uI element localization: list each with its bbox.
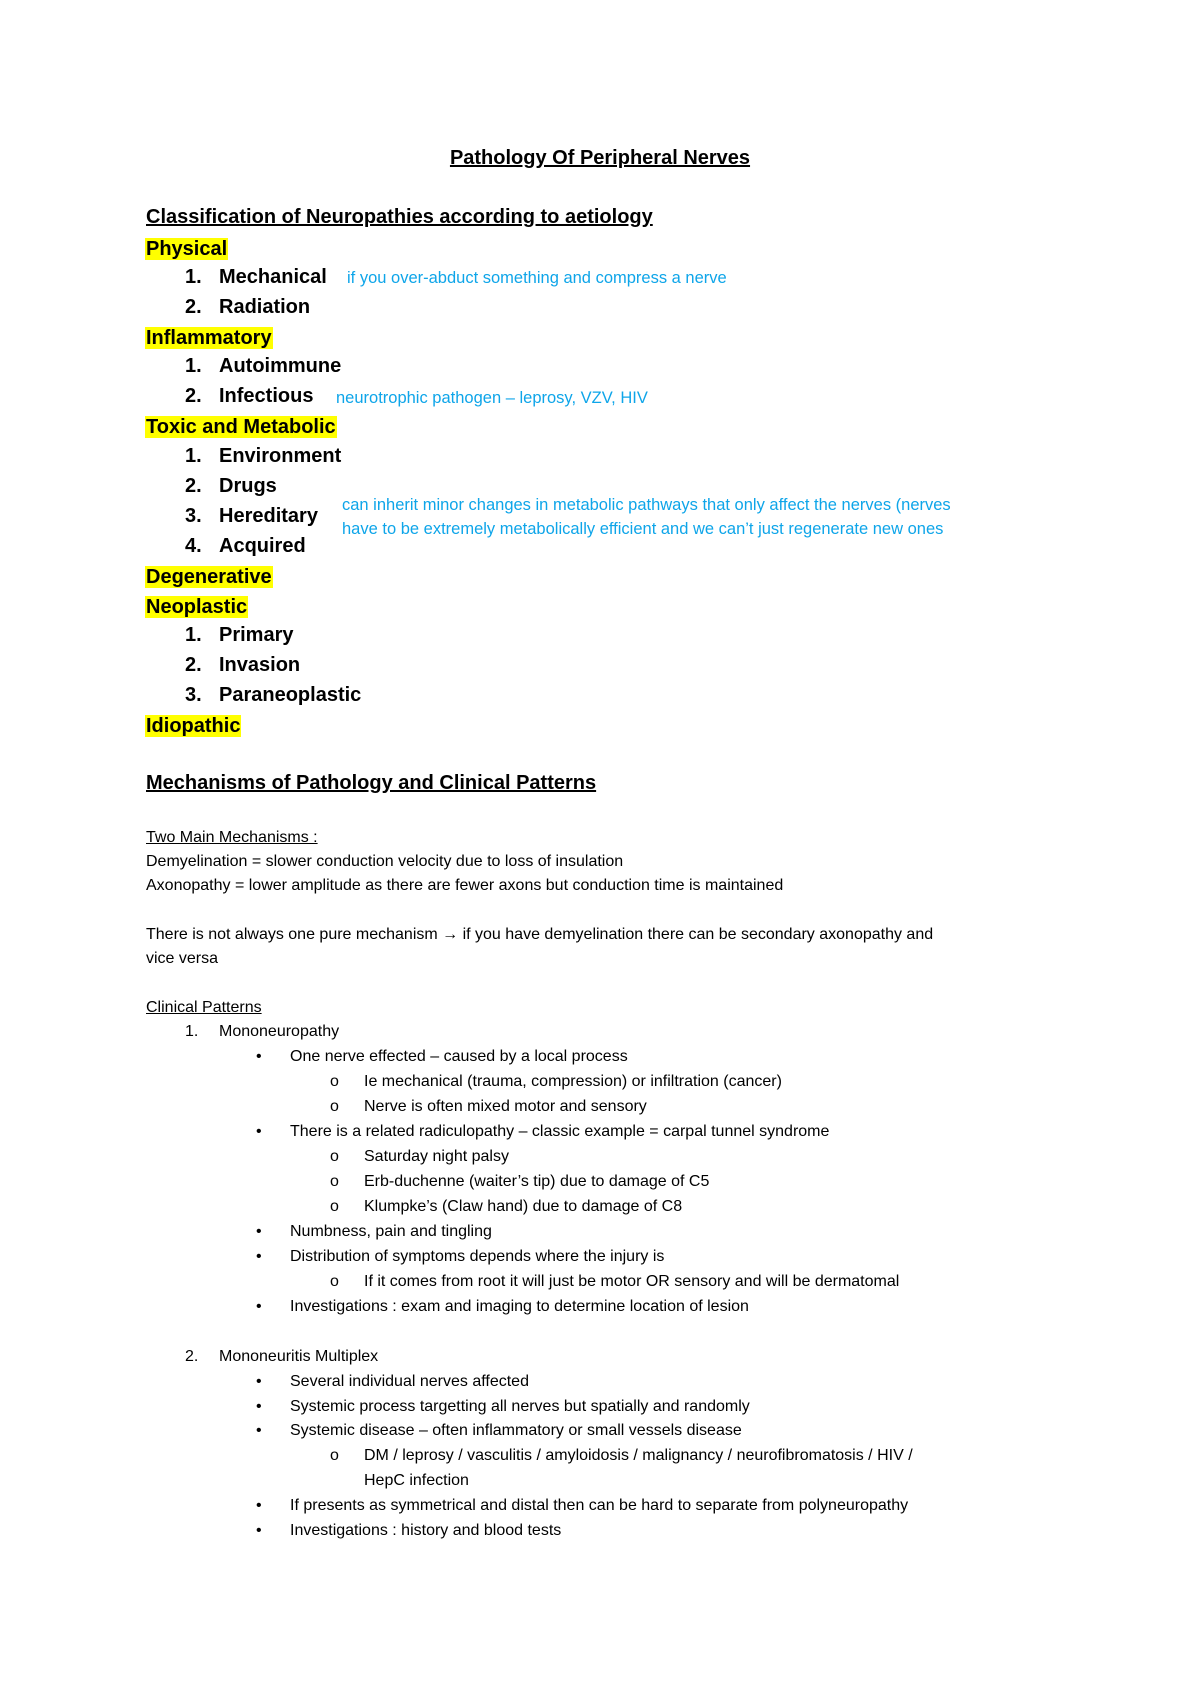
- bullet-item: [256, 1497, 908, 1515]
- bullet-text: Several individual nerves affected: [290, 1373, 529, 1390]
- bullet-text: Klumpke’s (Claw hand) due to damage of C8: [364, 1198, 683, 1215]
- list-item-label: Infectious: [219, 385, 314, 407]
- sub-bullet-item: [330, 1447, 913, 1465]
- bullet-item: [256, 1398, 750, 1416]
- list-item: [185, 624, 294, 647]
- bullet-text: Investigations : history and blood tests: [290, 1522, 562, 1539]
- sub-bullet-item: [330, 1273, 899, 1291]
- annotation-note: neurotrophic pathogen – leprosy, VZV, HIV: [336, 389, 648, 407]
- bullet-text-continuation: HepC infection: [364, 1472, 469, 1489]
- list-item: [185, 654, 300, 677]
- list-item: [185, 296, 310, 319]
- bullet-icon: •: [256, 1048, 262, 1065]
- category-inflammatory: [145, 325, 273, 351]
- sub-bullet-item: [330, 1073, 782, 1091]
- sub-bullet-item: [330, 1198, 682, 1216]
- paragraph-line: Axonopathy = lower amplitude as there are fewer axons but conduction time is maintained: [146, 877, 784, 894]
- list-item-label: Drugs: [219, 475, 277, 497]
- category-neoplastic: [145, 594, 248, 620]
- circle-bullet-icon: o: [330, 1273, 339, 1290]
- bullet-icon: •: [256, 1522, 262, 1539]
- list-item: [185, 505, 318, 528]
- subheading-clinical-patterns: Clinical Patterns: [146, 999, 262, 1016]
- category-label: Neoplastic: [146, 596, 248, 618]
- bullet-item: [256, 1223, 492, 1241]
- bullet-item: [256, 1248, 664, 1266]
- bullet-item: [256, 1048, 628, 1066]
- section-heading-classification: Classification of Neuropathies according to aetiology: [146, 206, 653, 228]
- bullet-icon: •: [256, 1422, 262, 1439]
- bullet-text: Ie mechanical (trauma, compression) or infiltration (cancer): [364, 1073, 782, 1090]
- numbered-item: [185, 1348, 378, 1366]
- list-number: 2.: [185, 296, 202, 318]
- paragraph-line: There is not always one pure mechanism → if you have demyelination there can be secondary axonopathy and: [146, 926, 934, 943]
- bullet-text: Erb-duchenne (waiter’s tip) due to damage of C5: [364, 1173, 710, 1190]
- bullet-item: [256, 1298, 749, 1316]
- list-item-label: Mononeuritis Multiplex: [219, 1348, 379, 1365]
- circle-bullet-icon: o: [330, 1098, 339, 1115]
- list-item-label: Environment: [219, 445, 342, 467]
- numbered-item: [185, 1023, 339, 1041]
- list-number: 2.: [185, 475, 202, 497]
- bullet-icon: •: [256, 1248, 262, 1265]
- list-number: 4.: [185, 535, 202, 557]
- bullet-icon: •: [256, 1298, 262, 1315]
- list-item-label: Radiation: [219, 296, 311, 318]
- bullet-text: One nerve effected – caused by a local process: [290, 1048, 628, 1065]
- list-item: [185, 266, 327, 289]
- annotation-note: if you over-abduct something and compress a nerve: [347, 269, 727, 287]
- category-label: Degenerative: [146, 566, 272, 588]
- list-number: 2.: [185, 654, 202, 676]
- list-number: 1.: [185, 266, 202, 288]
- list-number: 3.: [185, 684, 202, 706]
- list-item-label: Paraneoplastic: [219, 684, 362, 706]
- bullet-text: DM / leprosy / vasculitis / amyloidosis / malignancy / neurofibromatosis / HIV /: [364, 1447, 913, 1464]
- category-idiopathic: [145, 713, 241, 739]
- bullet-icon: •: [256, 1373, 262, 1390]
- bullet-item: [256, 1373, 529, 1391]
- annotation-note: have to be extremely metabolically efficient and we can’t just regenerate new ones: [342, 520, 944, 538]
- circle-bullet-icon: o: [330, 1173, 339, 1190]
- list-number: 1.: [185, 1023, 199, 1040]
- category-physical: [145, 236, 228, 262]
- paragraph-line: Demyelination = slower conduction velocity due to loss of insulation: [146, 853, 624, 870]
- bullet-text: Nerve is often mixed motor and sensory: [364, 1098, 647, 1115]
- list-number: 1.: [185, 624, 202, 646]
- bullet-item: [256, 1422, 742, 1440]
- bullet-icon: •: [256, 1497, 262, 1514]
- bullet-text: Distribution of symptoms depends where the injury is: [290, 1248, 665, 1265]
- annotation-note: can inherit minor changes in metabolic pathways that only affect the nerves (nerves: [342, 496, 951, 514]
- list-item: [185, 445, 341, 468]
- bullet-text: There is a related radiculopathy – classic example = carpal tunnel syndrome: [290, 1123, 830, 1140]
- bullet-icon: •: [256, 1398, 262, 1415]
- sub-bullet-item: [330, 1098, 647, 1116]
- sub-bullet-item: [330, 1148, 509, 1166]
- bullet-text: Saturday night palsy: [364, 1148, 509, 1165]
- list-item: [185, 535, 306, 558]
- sub-bullet-item: [330, 1173, 709, 1191]
- list-item: [185, 355, 341, 378]
- circle-bullet-icon: o: [330, 1198, 339, 1215]
- category-label: Inflammatory: [146, 327, 272, 349]
- circle-bullet-icon: o: [330, 1073, 339, 1090]
- list-item-label: Mechanical: [219, 266, 327, 288]
- list-item-label: Invasion: [219, 654, 301, 676]
- bullet-icon: •: [256, 1223, 262, 1240]
- bullet-text: Investigations : exam and imaging to determine location of lesion: [290, 1298, 749, 1315]
- bullet-text: Systemic process targetting all nerves but spatially and randomly: [290, 1398, 750, 1415]
- list-item: [185, 475, 277, 498]
- list-item: [185, 385, 313, 408]
- category-label: Idiopathic: [146, 715, 241, 737]
- category-label: Toxic and Metabolic: [146, 416, 336, 438]
- bullet-item: [256, 1522, 561, 1540]
- circle-bullet-icon: o: [330, 1447, 339, 1464]
- subheading-two-mechanisms: Two Main Mechanisms :: [146, 829, 318, 846]
- list-item-label: Acquired: [219, 535, 306, 557]
- list-number: 2.: [185, 1348, 199, 1365]
- category-toxic-metabolic: [145, 414, 337, 440]
- list-item-label: Mononeuropathy: [219, 1023, 340, 1040]
- paragraph-line: vice versa: [146, 950, 219, 967]
- list-number: 1.: [185, 445, 202, 467]
- bullet-text: If it comes from root it will just be motor OR sensory and will be dermatomal: [364, 1273, 900, 1290]
- bullet-icon: •: [256, 1123, 262, 1140]
- bullet-text: Numbness, pain and tingling: [290, 1223, 492, 1240]
- list-item-label: Hereditary: [219, 505, 318, 527]
- list-number: 3.: [185, 505, 202, 527]
- bullet-text: Systemic disease – often inflammatory or small vessels disease: [290, 1422, 742, 1439]
- bullet-item: [256, 1123, 829, 1141]
- list-number: 2.: [185, 385, 202, 407]
- section-heading-mechanisms: Mechanisms of Pathology and Clinical Patterns: [146, 772, 597, 794]
- list-item-label: Autoimmune: [219, 355, 342, 377]
- circle-bullet-icon: o: [330, 1148, 339, 1165]
- list-number: 1.: [185, 355, 202, 377]
- category-degenerative: [145, 564, 273, 590]
- bullet-text: If presents as symmetrical and distal then can be hard to separate from polyneuropathy: [290, 1497, 909, 1514]
- page-title: Pathology Of Peripheral Nerves: [449, 147, 751, 169]
- list-item-label: Primary: [219, 624, 294, 646]
- category-label: Physical: [146, 238, 228, 260]
- list-item: [185, 684, 361, 707]
